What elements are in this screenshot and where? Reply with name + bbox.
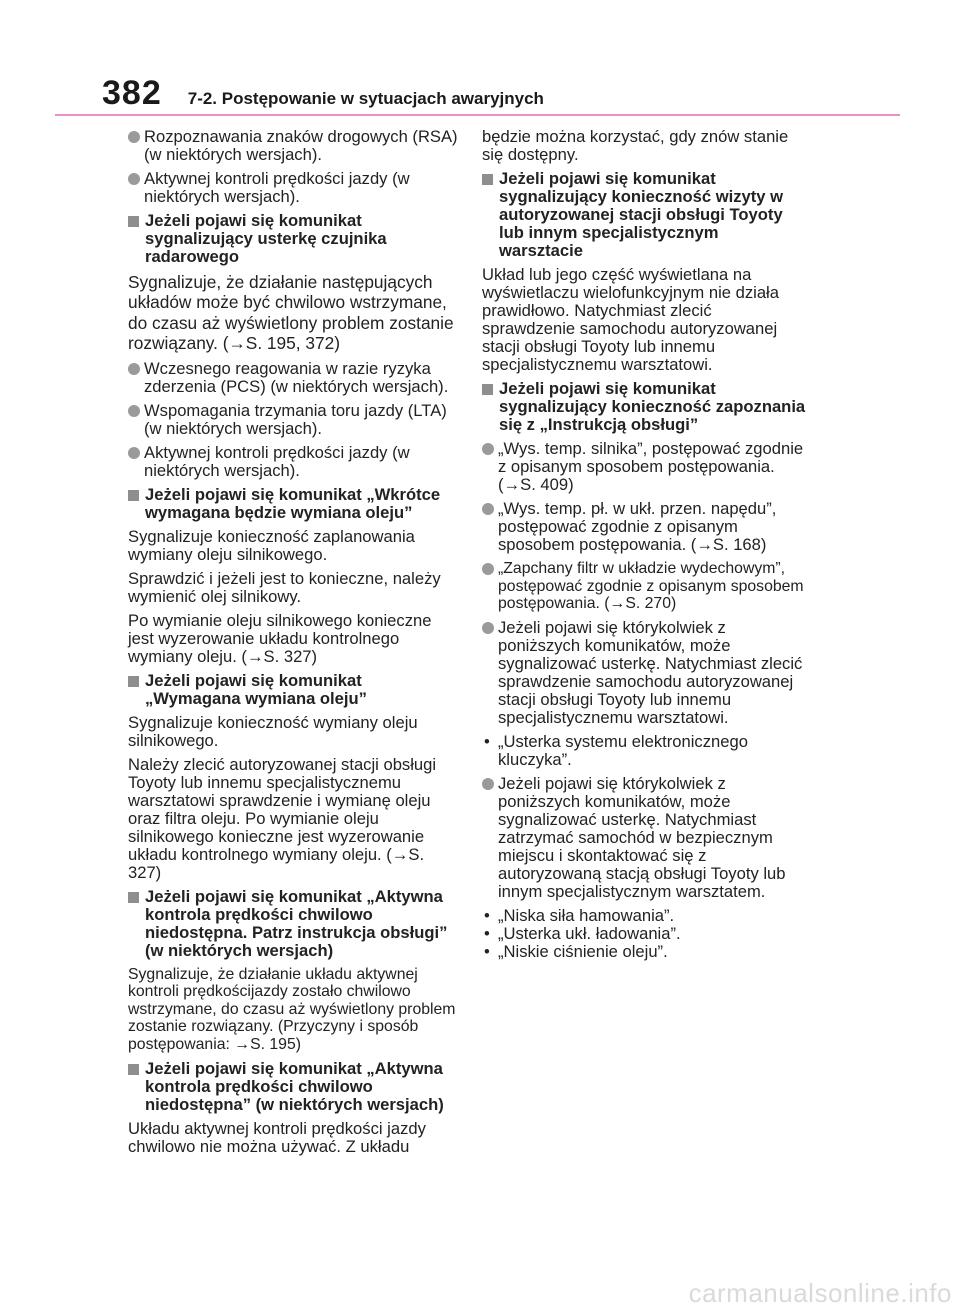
paragraph: Po wymianie oleju silnikowego konieczne jest wyzerowanie układu kontrolnego wymiany oleju. (→S. 327)	[128, 610, 432, 666]
dash-bullet-icon: •	[484, 923, 490, 943]
bullet-item: Wczesnego reagowania w razie ryzyka zderzenia (PCS) (w niektórych wersjach).	[128, 360, 458, 396]
bullet-dot-icon	[482, 778, 494, 790]
section-heading: Jeżeli pojawi się komunikat sygnalizujący usterkę czujnika radarowego	[128, 212, 458, 266]
paragraph: Sygnalizuje konieczność zaplanowania wymiany oleju silnikowego.	[128, 526, 415, 564]
bullet-dot-icon	[482, 622, 494, 634]
paragraph: Sprawdzić i jeżeli jest to konieczne, należy wymienić olej silnikowy.	[128, 568, 441, 606]
square-bullet-icon	[128, 1064, 139, 1075]
section-heading: Jeżeli pojawi się komunikat „Aktywna kontrola prędkości chwilowo niedostępna. Patrz instrukcja obsługi” (w niektórych wersjach)	[128, 888, 458, 960]
square-bullet-icon	[128, 216, 139, 227]
section-title: 7-2. Postępowanie w sytuacjach awaryjnych	[187, 89, 544, 108]
bullet-dot-icon	[128, 405, 140, 417]
square-bullet-icon	[128, 676, 139, 687]
left-column	[128, 128, 458, 1162]
bullet-item: Aktywnej kontroli prędkości jazdy (w niektórych wersjach).	[128, 444, 458, 480]
bullet-item: „Zapchany filtr w układzie wydechowym”, postępować zgodnie z opisanym sposobem postępowania. (→S. 270)	[482, 560, 807, 613]
dash-item: • „Usterka systemu elektronicznego kluczyka”.	[484, 731, 748, 769]
paragraph: Sygnalizuje, że działanie następujących układów może być chwilowo wstrzymane, do czasu aż wyświetlony problem zostanie rozwiązany. (→S. 195, 372)	[128, 272, 454, 354]
dash-bullet-icon: •	[484, 941, 490, 961]
paragraph: Układu aktywnej kontroli prędkości jazdy chwilowo nie można używać. Z układu	[128, 1118, 426, 1156]
paragraph: Sygnalizuje, że działanie układu aktywnej kontroli prędkościjazdy zostało chwilowo wstrzymane, do czasu aż wyświetlony problem zostanie rozwiązany. (Przyczyny i sposób postępowania: →S. 195)	[128, 965, 456, 1053]
page-header	[102, 74, 544, 113]
square-bullet-icon	[482, 174, 493, 185]
square-bullet-icon	[482, 384, 493, 395]
bullet-dot-icon	[482, 443, 494, 455]
bullet-item: „Wys. temp. pł. w ukł. przen. napędu”, postępować zgodnie z opisanym sposobem postępowania. (→S. 168)	[482, 500, 807, 554]
dash-item: • „Niska siła hamowania”.	[484, 905, 675, 925]
square-bullet-icon	[128, 490, 139, 501]
paragraph: Układ lub jego część wyświetlana na wyświetlaczu wielofunkcyjnym nie działa prawidłowo. Natychmiast zlecić sprawdzenie samochodu autoryzowanej stacji obsługi Toyoty lub innemu specjalistycznemu warsztatowi.	[482, 265, 779, 374]
right-column	[482, 128, 807, 961]
paragraph: Sygnalizuje konieczność wymiany oleju silnikowego.	[128, 712, 418, 750]
dash-bullet-icon: •	[484, 905, 490, 925]
section-heading: Jeżeli pojawi się komunikat sygnalizujący konieczność zapoznania się z „Instrukcją obsługi”	[482, 380, 807, 434]
section-heading: Jeżeli pojawi się komunikat „Wymagana wymiana oleju”	[128, 672, 458, 708]
section-heading: Jeżeli pojawi się komunikat „Wkrótce wymagana będzie wymiana oleju”	[128, 486, 458, 522]
dash-bullet-icon: •	[484, 731, 490, 751]
section-heading: Jeżeli pojawi się komunikat sygnalizujący konieczność wizyty w autoryzowanej stacji obsługi Toyoty lub innym specjalistycznym warsztacie	[482, 170, 807, 260]
bullet-item: „Wys. temp. silnika”, postępować zgodnie z opisanym sposobem postępowania. (→S. 409)	[482, 440, 807, 494]
dash-item: • „Usterka ukł. ładowania”.	[484, 923, 681, 943]
square-bullet-icon	[128, 892, 139, 903]
dash-item: • „Niskie ciśnienie oleju”.	[484, 941, 668, 961]
bullet-dot-icon	[128, 363, 140, 375]
bullet-dot-icon	[482, 503, 494, 515]
bullet-item: Jeżeli pojawi się którykolwiek z poniższych komunikatów, może sygnalizować usterkę. Natychmiast zatrzymać samochód w bezpiecznym miejscu i skontaktować się z autoryzowaną stacją obsługi Toyoty lub innym specjalistycznym warsztatem.	[482, 775, 807, 901]
bullet-item: Aktywnej kontroli prędkości jazdy (w niektórych wersjach).	[128, 170, 458, 206]
paragraph: będzie można korzystać, gdy znów stanie się dostępny.	[482, 127, 789, 164]
page-number: 382	[102, 74, 162, 112]
bullet-item: Jeżeli pojawi się którykolwiek z poniższych komunikatów, może sygnalizować usterkę. Natychmiast zlecić sprawdzenie samochodu autoryzowanej stacji obsługi Toyoty lub innemu specjalistycznemu warsztatowi.	[482, 619, 807, 727]
bullet-dot-icon	[128, 131, 140, 143]
watermark: carmanualsonline.info	[688, 1278, 952, 1308]
section-heading: Jeżeli pojawi się komunikat „Aktywna kontrola prędkości chwilowo niedostępna” (w niektórych wersjach)	[128, 1060, 458, 1114]
bullet-item: Wspomagania trzymania toru jazdy (LTA) (w niektórych wersjach).	[128, 402, 458, 438]
header-divider	[55, 114, 900, 116]
bullet-item: Rozpoznawania znaków drogowych (RSA) (w niektórych wersjach).	[128, 128, 458, 164]
bullet-dot-icon	[482, 563, 494, 575]
bullet-dot-icon	[128, 447, 140, 459]
paragraph: Należy zlecić autoryzowanej stacji obsługi Toyoty lub innemu specjalistycznemu warsztatowi sprawdzenie i wymianę oleju oraz filtra oleju. Po wymianie oleju silnikowego konieczne jest wyzerowanie układu kontrolnego wymiany oleju. (→S. 327)	[128, 754, 437, 882]
bullet-dot-icon	[128, 173, 140, 185]
